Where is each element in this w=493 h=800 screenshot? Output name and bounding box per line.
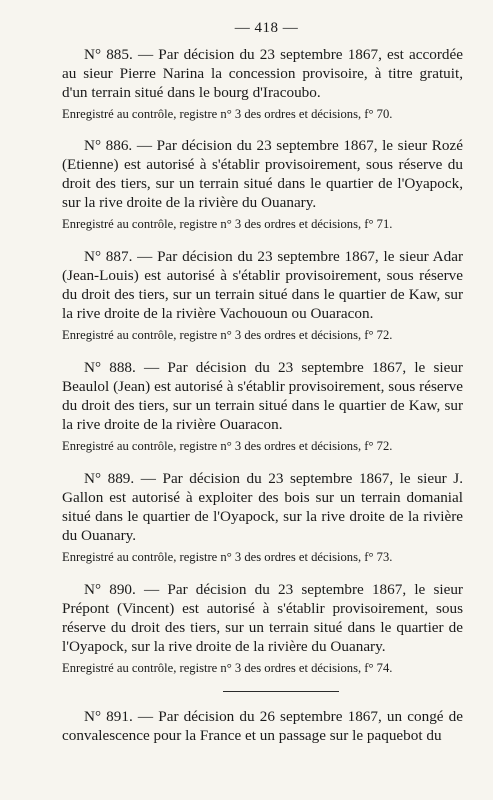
entry-text — [62, 136, 463, 212]
entry-body: — Par décision du 26 septembre 1867, un congé de convalescence pour la France et un passage sur le paquebot du — [62, 708, 464, 744]
entry-text — [62, 358, 463, 434]
entry-number: N° 891. — [84, 708, 133, 725]
entry-body: — Par décision du 23 septembre 1867, le sieur Prépont (Vincent) est autorisé à s'établir provisoirement, sous réserve du droit des tiers, sur un terrain situé dans le quartier de l'Oyapock, sur la rive droite de la rivière du Ouanary. — [62, 581, 463, 655]
entry-registration: Enregistré au contrôle, registre n° 3 des ordres et décisions, f° 70. — [62, 107, 393, 121]
entry-body: — Par décision du 23 septembre 1867, le sieur Rozé (Etienne) est autorisé à s'établir provisoirement, sous réserve du droit des tiers, sur un terrain situé dans le quartier de l'Oyapock, sur la rive droite de la rivière du Ouanary. — [62, 137, 463, 211]
entry-registration: Enregistré au contrôle, registre n° 3 des ordres et décisions, f° 72. — [62, 439, 393, 453]
entry-888 — [62, 358, 463, 454]
entry-body: — Par décision du 23 septembre 1867, le sieur Adar (Jean-Louis) est autorisé à s'établir provisoirement, sous réserve du droit des tiers, sur un terrain situé dans le quartier de Kaw, sur la rive droite de la rivière Vachououn ou Ouaracon. — [62, 248, 464, 322]
entry-body: — Par décision du 23 septembre 1867, est accordée au sieur Pierre Narina la concession provisoire, à titre gratuit, d'un terrain situé dans le bourg d'Iracoubo. — [62, 46, 463, 101]
entry-text — [62, 247, 463, 323]
entry-number: N° 889. — [84, 470, 135, 487]
entry-text — [62, 469, 463, 545]
entry-body: — Par décision du 23 septembre 1867, le sieur Beaulol (Jean) est autorisé à s'établir provisoirement, sous réserve du droit des tiers, sur un terrain situé dans le quartier de Kaw, sur la rive droite de la rivière Ouaracon. — [62, 359, 463, 433]
entry-text — [62, 580, 463, 656]
entry-registration: Enregistré au contrôle, registre n° 3 des ordres et décisions, f° 71. — [62, 217, 393, 231]
entry-number: N° 890. — [84, 581, 136, 598]
entry-886 — [62, 136, 463, 232]
entry-body: — Par décision du 23 septembre 1867, le sieur J. Gallon est autorisé à exploiter des bois sur un terrain domanial situé dans le quartier de l'Oyapock, sur la rive droite de la rivière du Ouanary. — [62, 470, 463, 544]
entry-885 — [62, 45, 463, 122]
entry-text — [62, 45, 463, 102]
entry-890 — [62, 580, 463, 676]
entry-number: N° 887. — [84, 248, 133, 265]
entry-number: N° 888. — [84, 359, 136, 376]
entry-registration: Enregistré au contrôle, registre n° 3 des ordres et décisions, f° 72. — [62, 328, 393, 342]
entry-889 — [62, 469, 463, 565]
entry-number: N° 886. — [84, 137, 133, 154]
entry-registration: Enregistré au contrôle, registre n° 3 des ordres et décisions, f° 73. — [62, 550, 393, 564]
entry-number: N° 885. — [84, 46, 133, 63]
entry-registration: Enregistré au contrôle, registre n° 3 des ordres et décisions, f° 74. — [62, 661, 393, 675]
section-divider — [223, 691, 339, 692]
entry-text — [62, 707, 463, 745]
page-number: — 418 — — [234, 20, 299, 36]
entry-891 — [62, 707, 463, 745]
entry-887 — [62, 247, 463, 343]
